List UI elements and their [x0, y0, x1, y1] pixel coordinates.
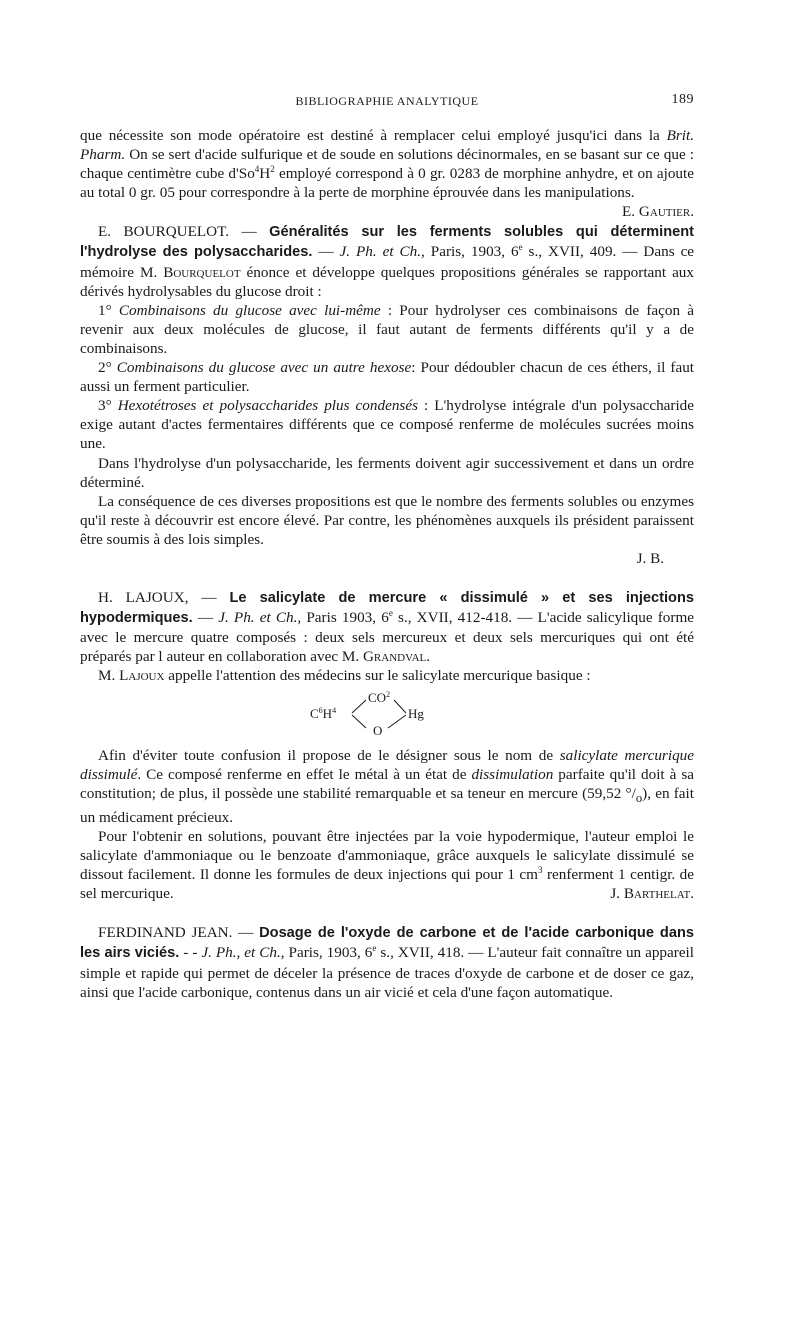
signature-barthelat: J. Barthelat. [610, 885, 694, 903]
list-item: 3° Hexotétroses et polysaccharides plus condensés : L'hydrolyse intégrale d'un polysaccharide exige autant d'actes fermentaires différents que ce composé renferme de molécules sucrées moins une. [80, 397, 695, 453]
formula-top: $CO^2$ [368, 689, 391, 705]
signature-gautier: E. Gautier. [622, 203, 694, 221]
paragraph: Pour l'obtenir en solutions, pouvant être injectées par la voie hypodermique, l'auteur emploi le salicylate d'ammoniaque ou le benzoate d'ammoniaque, grâce auxquels le salicylate dissimulé se dissout facilement. Il donne les formules de deux injections qui pour 1 $cm^3$ renferment 1 centigr. de sel mercurique. J. Barthelat. [80, 827, 695, 903]
list-item: 2° Combinaisons du glucose avec un autre hexose: Pour dédoubler chacun de ces éthers, il faut aussi un ferment particulier. [80, 359, 695, 396]
formula-right: Hg [408, 705, 424, 721]
formula-drawing [310, 688, 450, 740]
page-number: 189 [671, 92, 694, 107]
paragraph: M. Lajoux appelle l'attention des médecins sur le salicylate mercurique basique : [98, 667, 591, 685]
entry-ferdinand-jean: FERDINAND JEAN. — Dosage de l'oxyde de carbone et de l'acide carbonique dans les airs viciés. - - J. Ph., et Ch., Paris, 1903, 6e s., XVII, 418. — L'auteur fait connaître un appareil simple et rapide qui permet de déceler la présence de traces d'oxyde de carbone et de doser ce gaz, ainsi que l'acide carbonique, contenus dans un air vicié et cela d'une façon automatique. [80, 924, 694, 1001]
entry-author: H. LAJOUX, [98, 589, 189, 607]
continuation-paragraph: que nécessite son mode opératoire est destiné à remplacer celui employé jusqu'ici dans la Brit. Pharm. On se sert d'acide sulfurique et de soude en solutions décinormales, en se basant sur ce que : chaque centimètre cube $d'So^4H^2$ employé correspond à 0 gr. 0283 de morphine anhydre, et on ajoute au total 0 gr. 05 pour correspondre à la perte de morphine éprouvée dans les manipulations. E. Gautier. [80, 127, 694, 221]
formula-bottom: O [373, 722, 383, 738]
list-item: 1° Combinaisons du glucose avec lui-même : Pour hydrolyser ces combinaisons de façon à revenir aux deux molécules de glucose, il faut autant de ferments différents qu'il y a de combinaisons. [80, 301, 695, 357]
paragraph: La conséquence de ces diverses propositions est que le nombre des ferments solubles ou enzymes qu'il reste à découvrir est encore élevé. Par contre, les phénomènes auxquels ils président paraissent être soumis à des lois simples. [80, 492, 694, 548]
entry-title: Le salicylate de mercure « dissimulé » et ses injections hypodermiques. [80, 590, 694, 627]
page-body [80, 126, 694, 1002]
signature-jb: J. B. [636, 549, 664, 567]
entry-title: Généralités sur les ferments solubles qui déterminent l'hydrolyse des polysaccharides. [80, 224, 694, 261]
running-head-title: BIBLIOGRAPHIE ANALYTIQUE [295, 94, 479, 108]
paragraph: Dans l'hydrolyse d'un polysaccharide, les ferments doivent agir successivement et dans un ordre déterminé. [80, 454, 694, 491]
formula-left: $C^6H^4$ [310, 705, 337, 721]
paragraph: Afin d'éviter toute confusion il propose de le désigner sous le nom de salicylate mercurique dissimulé. Ce composé renferme en effet le métal à un état de dissimulation parfaite qu'il doit à sa constitution; de plus, il possède une stabilité remarquable et sa teneur en mercure (59,52 $^\circ/_o$), en fait un médicament précieux. [80, 746, 694, 826]
entry-author: E. BOURQUELOT. [98, 223, 230, 241]
entry-author: FERDINAND JEAN. [98, 924, 233, 942]
chemical-formula [80, 688, 694, 740]
entry-title: Dosage de l'oxyde de carbone et de l'acide carbonique dans les airs viciés. [80, 925, 694, 962]
entry-lajoux: H. LAJOUX, — Le salicylate de mercure « dissimulé » et ses injections hypodermiques. — J. Ph. et Ch., Paris 1903, 6e s., XVII, 412-418. — L'acide salicylique forme avec le mercure quatre composés : deux sels mercureux et deux sels mercuriques qui ont été préparés par l auteur en collaboration avec M. Grandval. [80, 589, 695, 666]
entry-bourquelot: E. BOURQUELOT. — Généralités sur les ferments solubles qui déterminent l'hydrolyse des polysaccharides. — J. Ph. et Ch., Paris, 1903, 6e s., XVII, 409. — Dans ce mémoire M. Bourquelot énonce et développe quelques propositions générales se rapportant aux dérivés hydrolysables du glucose droit : [80, 223, 695, 300]
